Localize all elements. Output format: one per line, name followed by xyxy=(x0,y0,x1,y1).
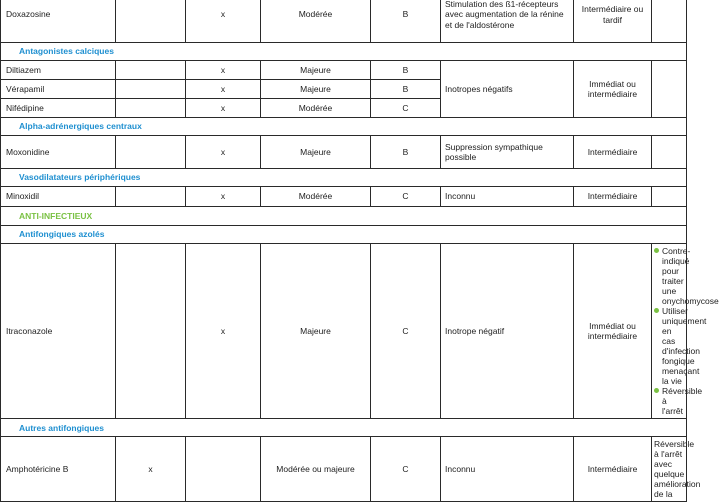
section-heading-row xyxy=(1,43,687,61)
onset-cell: Intermédiaire xyxy=(574,437,652,502)
evidence-cell: C xyxy=(371,244,441,419)
onset-cell: Intermédiaire xyxy=(574,187,652,207)
onset-cell: Immédiat ou intermédiaire xyxy=(574,244,652,419)
mark-cell: x xyxy=(186,187,261,207)
mark-cell: x xyxy=(186,61,261,80)
mark-cell: x xyxy=(186,244,261,419)
bullet-icon xyxy=(654,388,659,393)
section-heading-row xyxy=(1,419,687,437)
severity-cell: Majeure xyxy=(261,244,371,419)
notes-list xyxy=(654,246,719,417)
drug-name: Nifédipine xyxy=(1,99,116,118)
category-heading: ANTI-INFECTIEUX xyxy=(1,207,687,226)
mechanism-cell: Inconnu xyxy=(441,187,574,207)
drug-name: Minoxidil xyxy=(1,187,116,207)
notes-cell xyxy=(652,244,719,419)
severity-cell: Modérée xyxy=(261,0,371,43)
list-item: Utiliser uniquement en cas d'infection fongique menaçant la vie xyxy=(654,306,684,386)
evidence-cell: C xyxy=(371,99,441,118)
section-heading: Autres antifongiques xyxy=(1,419,687,437)
table-row xyxy=(1,187,687,207)
onset-cell: Immédiat ou intermédiaire xyxy=(574,61,652,118)
category-heading-row xyxy=(1,207,687,226)
evidence-cell: B xyxy=(371,61,441,80)
severity-cell: Modérée ou majeure xyxy=(261,437,371,502)
mechanism-cell: Inconnu xyxy=(441,437,574,502)
mark-cell: x xyxy=(186,136,261,169)
drug-name: Doxazosine xyxy=(1,0,116,43)
evidence-cell: B xyxy=(371,0,441,43)
evidence-cell: C xyxy=(371,437,441,502)
mechanism-cell: Inotropes négatifs xyxy=(441,61,574,118)
section-heading: Antagonistes calciques xyxy=(1,43,687,61)
drug-name: Amphotéricine B xyxy=(1,437,116,502)
onset-cell: Intermédiaire xyxy=(574,136,652,169)
mark-cell: x xyxy=(186,0,261,43)
severity-cell: Majeure xyxy=(261,80,371,99)
severity-cell: Modérée xyxy=(261,99,371,118)
drug-name: Diltiazem xyxy=(1,61,116,80)
mechanism-cell: Suppression sympathique possible xyxy=(441,136,574,169)
list-item: Contre-indiqué pour traiter une onychomycose xyxy=(654,246,684,306)
table-row xyxy=(1,61,687,80)
drug-name: Vérapamil xyxy=(1,80,116,99)
evidence-cell: C xyxy=(371,187,441,207)
table-row xyxy=(1,244,687,419)
section-heading-row xyxy=(1,169,687,187)
section-heading-row xyxy=(1,226,687,244)
bullet-icon xyxy=(654,248,659,253)
section-heading: Antifongiques azolés xyxy=(1,226,687,244)
section-heading: Vasodilatateurs périphériques xyxy=(1,169,687,187)
table-row xyxy=(1,437,687,502)
table-row xyxy=(1,136,687,169)
section-heading-row xyxy=(1,118,687,136)
bullet-icon xyxy=(654,308,659,313)
mark-cell: x xyxy=(186,80,261,99)
mechanism-cell: Inotrope négatif xyxy=(441,244,574,419)
evidence-cell: B xyxy=(371,136,441,169)
section-heading: Alpha-adrénergiques centraux xyxy=(1,118,687,136)
drug-name: Moxonidine xyxy=(1,136,116,169)
drug-name: Itraconazole xyxy=(1,244,116,419)
mechanism-cell: Stimulation des ß1-récepteurs avec augmentation de la rénine et de l'aldostérone xyxy=(441,0,574,43)
severity-cell: Majeure xyxy=(261,61,371,80)
comment-cell: Réversible à l'arrêt avec quelque amélioration de la xyxy=(652,437,687,502)
onset-cell: Intermédiaire ou tardif xyxy=(574,0,652,43)
mark-cell: x xyxy=(116,437,186,502)
mark-cell: x xyxy=(186,99,261,118)
severity-cell: Majeure xyxy=(261,136,371,169)
list-item: Réversible à l'arrêt xyxy=(654,386,684,416)
severity-cell: Modérée xyxy=(261,187,371,207)
table-row xyxy=(1,0,687,43)
evidence-cell: B xyxy=(371,80,441,99)
